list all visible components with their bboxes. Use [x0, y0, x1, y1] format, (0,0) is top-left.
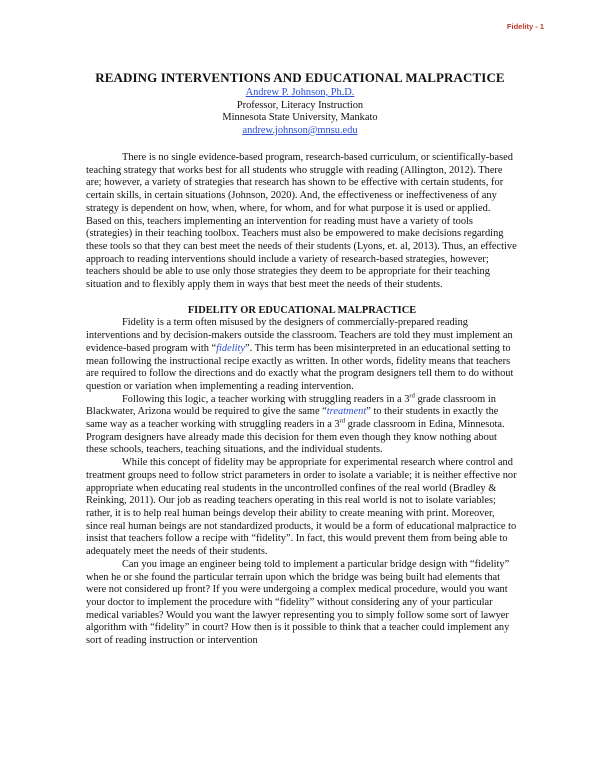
body-paragraph: While this concept of fidelity may be appropriate for experimental research where control and treatment groups need to follow strict parameters in order to isolate a variable; it is neither effective nor appropriate when educating real students in the uncontrolled confines of the real world (Bradley & Reinking, 2011). Our job as reading teachers operating in this real world is not to isolate variables; rather, it is to help real human beings develop their ability to create meaning with print. Moreover, since real human beings are not standardized products, it would be a form of educational malpractice to insist that teachers follow a recipe with “fidelity”. In fact, this would prevent them from being able to adequately meet the needs of their students. — [86, 457, 517, 558]
author-block — [0, 87, 600, 137]
author-position: Professor, Literacy Instruction — [236, 99, 364, 111]
author-email-link[interactable]: andrew.johnson@mnsu.edu — [242, 124, 358, 136]
body-paragraph: Following this logic, a teacher working with struggling readers in a 3rd grade classroom in Blackwater, Arizona would be required to give the same “treatment” to their students in exactly the same way as a teacher working with struggling readers in a 3rd grade classroom in Edina, Minnesota. Program designers have already made this decision for them even though they know nothing about these schools, teachers, teaching situations, and the individual students. — [86, 392, 505, 456]
body-paragraph: Fidelity is a term often misused by the designers of commercially-prepared reading interventions and by decision-makers outside the classroom. Teachers are told they must implement an evidence-based program with “fidelity”. This term has been misinterpreted in an educational setting to mean following the instructional recipe exactly as written. In other words, fidelity means that teachers are required to follow the directions and do exactly what the program designers tell them to do without question or variation when implementing a reading intervention. — [86, 317, 514, 392]
fidelity-term: fidelity — [216, 342, 245, 354]
running-head: Fidelity - 1 — [506, 22, 544, 31]
author-affiliation: Minnesota State University, Mankato — [222, 112, 378, 124]
paper-body — [86, 152, 518, 648]
paper-title: READING INTERVENTIONS AND EDUCATIONAL MALPRACTICE — [95, 70, 505, 85]
intro-paragraph: There is no single evidence-based program, research-based curriculum, or scientifically-based teaching strategy that works best for all students who struggle with reading (Allington, 2012). There are; however, a variety of strategies that research has shown to be effective with certain students, for certain skills, in certain situations (Johnson, 2020). And, the effectiveness or ineffectiveness of any strategy is dependent on how, when, where, for whom, and for what purpose it is used or applied. Based on this, teachers implementing an intervention for reading must have a variety of tools (strategies) in their teaching toolbox. Teachers must also be empowered to make decisions regarding these tools so that they can best meet the needs of their students (Lyons, et. al, 2013). Thus, an effective approach to reading interventions should include a variety of research-based strategies, however; teachers should be able to use only those strategies they deem to be appropriate for their teaching situation and to flexibly apply them in ways that best meet the needs of their students. — [86, 152, 517, 291]
author-name-link[interactable]: Andrew P. Johnson, Ph.D. — [245, 87, 355, 98]
treatment-term: treatment — [326, 406, 367, 418]
body-paragraph: Can you image an engineer being told to implement a particular bridge design with “fidelity” when he or she found the particular terrain upon which the bridge was being built had elements that were not considered up front? If you were undergoing a complex medical procedure, would you want your doctor to implement the procedure with “fidelity” without considering any of your particular medical variables? Would you want the lawyer representing you to simply follow some sort of lawyer algorithm with “fidelity” in court? How then is it possible to think that a teacher could implement any sort of reading instruction or intervention — [86, 558, 510, 647]
section-heading: FIDELITY OR EDUCATIONAL MALPRACTICE — [187, 304, 417, 316]
